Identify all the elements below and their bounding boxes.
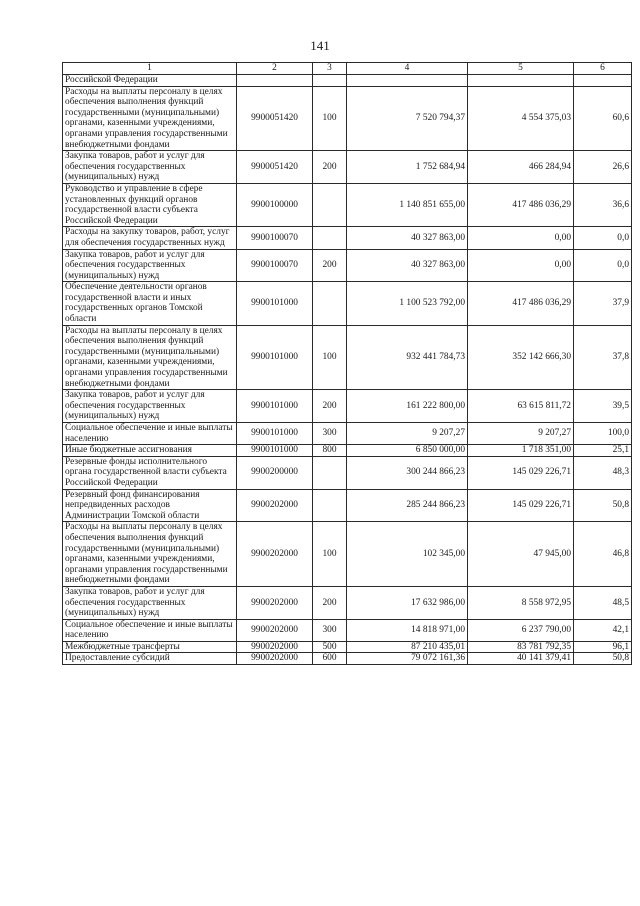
table-row	[63, 75, 632, 87]
execution-percent-cell: 96,1	[574, 641, 632, 653]
expense-type-cell: 600	[313, 653, 347, 665]
target-code-cell: 9900202000	[237, 653, 313, 665]
actual-amount-cell: 6 237 790,00	[468, 619, 574, 641]
planned-amount-cell: 79 072 161,36	[347, 653, 468, 665]
target-code-cell: 9900100000	[237, 183, 313, 226]
planned-amount-cell: 1 100 523 792,00	[347, 282, 468, 325]
expense-type-cell: 200	[313, 249, 347, 282]
expense-type-cell: 300	[313, 619, 347, 641]
planned-amount-cell: 6 850 000,00	[347, 445, 468, 457]
column-header: 5	[468, 63, 574, 75]
expense-name-cell: Закупка товаров, работ и услуг для обеспечения государственных (муниципальных) нужд	[63, 390, 237, 423]
table-row	[63, 522, 632, 587]
expense-name-cell: Межбюджетные трансферты	[63, 641, 237, 653]
expense-type-cell: 200	[313, 390, 347, 423]
execution-percent-cell: 42,1	[574, 619, 632, 641]
execution-percent-cell: 0,0	[574, 249, 632, 282]
expense-name-cell: Резервные фонды исполнительного органа государственной власти субъекта Российской Федерации	[63, 456, 237, 489]
table-row	[63, 489, 632, 522]
planned-amount-cell: 14 818 971,00	[347, 619, 468, 641]
table-row	[63, 390, 632, 423]
actual-amount-cell: 63 615 811,72	[468, 390, 574, 423]
target-code-cell: 9900100070	[237, 249, 313, 282]
target-code-cell: 9900200000	[237, 456, 313, 489]
table-row	[63, 183, 632, 226]
column-header: 4	[347, 63, 468, 75]
target-code-cell: 9900101000	[237, 390, 313, 423]
planned-amount-cell: 87 210 435,01	[347, 641, 468, 653]
execution-percent-cell: 50,8	[574, 489, 632, 522]
expense-name-cell: Закупка товаров, работ и услуг для обеспечения государственных (муниципальных) нужд	[63, 151, 237, 184]
target-code-cell: 9900202000	[237, 619, 313, 641]
actual-amount-cell: 417 486 036,29	[468, 282, 574, 325]
target-code-cell: 9900100070	[237, 227, 313, 249]
expense-name-cell: Закупка товаров, работ и услуг для обеспечения государственных (муниципальных) нужд	[63, 249, 237, 282]
target-code-cell: 9900051420	[237, 86, 313, 151]
target-code-cell: 9900202000	[237, 489, 313, 522]
table-row	[63, 249, 632, 282]
expense-type-cell	[313, 282, 347, 325]
actual-amount-cell	[468, 75, 574, 87]
table-row	[63, 325, 632, 390]
expense-name-cell: Иные бюджетные ассигнования	[63, 445, 237, 457]
actual-amount-cell: 417 486 036,29	[468, 183, 574, 226]
execution-percent-cell: 25,1	[574, 445, 632, 457]
execution-percent-cell: 48,5	[574, 586, 632, 619]
target-code-cell: 9900202000	[237, 522, 313, 587]
target-code-cell	[237, 75, 313, 87]
column-header: 6	[574, 63, 632, 75]
actual-amount-cell: 47 945,00	[468, 522, 574, 587]
target-code-cell: 9900202000	[237, 641, 313, 653]
planned-amount-cell: 7 520 794,37	[347, 86, 468, 151]
expense-name-cell: Обеспечение деятельности органов государственной власти и иных государственных органов Томской области	[63, 282, 237, 325]
table-row	[63, 282, 632, 325]
execution-percent-cell: 48,3	[574, 456, 632, 489]
expense-type-cell: 100	[313, 86, 347, 151]
table-row	[63, 456, 632, 489]
target-code-cell: 9900101000	[237, 282, 313, 325]
planned-amount-cell: 17 632 986,00	[347, 586, 468, 619]
execution-percent-cell: 60,6	[574, 86, 632, 151]
actual-amount-cell: 1 718 351,00	[468, 445, 574, 457]
planned-amount-cell: 9 207,27	[347, 423, 468, 445]
execution-percent-cell: 37,9	[574, 282, 632, 325]
expense-name-cell: Расходы на закупку товаров, работ, услуг для обеспечения государственных нужд	[63, 227, 237, 249]
expense-name-cell: Расходы на выплаты персоналу в целях обеспечения выполнения функций государственными (муниципальными) органами, казенными учреждениями, органами управления государственными внебюджетными фондами	[63, 86, 237, 151]
execution-percent-cell: 50,8	[574, 653, 632, 665]
execution-percent-cell: 46,8	[574, 522, 632, 587]
actual-amount-cell: 466 284,94	[468, 151, 574, 184]
expense-name-cell: Расходы на выплаты персоналу в целях обеспечения выполнения функций государственными (муниципальными) органами, казенными учреждениями, органами управления государственными внебюджетными фондами	[63, 522, 237, 587]
execution-percent-cell: 36,6	[574, 183, 632, 226]
planned-amount-cell: 102 345,00	[347, 522, 468, 587]
execution-percent-cell: 0,0	[574, 227, 632, 249]
execution-percent-cell: 100,0	[574, 423, 632, 445]
actual-amount-cell: 83 781 792,35	[468, 641, 574, 653]
planned-amount-cell: 1 752 684,94	[347, 151, 468, 184]
target-code-cell: 9900051420	[237, 151, 313, 184]
expense-name-cell: Социальное обеспечение и иные выплаты населению	[63, 619, 237, 641]
execution-percent-cell: 37,8	[574, 325, 632, 390]
expense-type-cell: 100	[313, 325, 347, 390]
table-row	[63, 151, 632, 184]
execution-percent-cell	[574, 75, 632, 87]
execution-percent-cell: 26,6	[574, 151, 632, 184]
actual-amount-cell: 8 558 972,95	[468, 586, 574, 619]
target-code-cell: 9900202000	[237, 586, 313, 619]
planned-amount-cell: 300 244 866,23	[347, 456, 468, 489]
actual-amount-cell: 0,00	[468, 249, 574, 282]
expense-type-cell: 500	[313, 641, 347, 653]
page-number: 141	[310, 38, 330, 53]
planned-amount-cell: 285 244 866,23	[347, 489, 468, 522]
expense-type-cell	[313, 456, 347, 489]
execution-percent-cell: 39,5	[574, 390, 632, 423]
actual-amount-cell: 40 141 379,41	[468, 653, 574, 665]
planned-amount-cell	[347, 75, 468, 87]
actual-amount-cell: 145 029 226,71	[468, 489, 574, 522]
actual-amount-cell: 4 554 375,03	[468, 86, 574, 151]
actual-amount-cell: 9 207,27	[468, 423, 574, 445]
planned-amount-cell: 40 327 863,00	[347, 249, 468, 282]
expense-type-cell: 200	[313, 151, 347, 184]
planned-amount-cell: 932 441 784,73	[347, 325, 468, 390]
actual-amount-cell: 352 142 666,30	[468, 325, 574, 390]
planned-amount-cell: 40 327 863,00	[347, 227, 468, 249]
expense-name-cell: Расходы на выплаты персоналу в целях обеспечения выполнения функций государственными (муниципальными) органами, казенными учреждениями, органами управления государственными внебюджетными фондами	[63, 325, 237, 390]
planned-amount-cell: 1 140 851 655,00	[347, 183, 468, 226]
planned-amount-cell: 161 222 800,00	[347, 390, 468, 423]
expense-name-cell: Руководство и управление в сфере установленных функций органов государственной власти субъекта Российской Федерации	[63, 183, 237, 226]
expense-type-cell	[313, 75, 347, 87]
expense-type-cell: 100	[313, 522, 347, 587]
expense-type-cell: 200	[313, 586, 347, 619]
table-row	[63, 641, 632, 653]
column-header: 2	[237, 63, 313, 75]
budget-table	[62, 62, 632, 665]
column-header: 3	[313, 63, 347, 75]
target-code-cell: 9900101000	[237, 325, 313, 390]
expense-type-cell	[313, 227, 347, 249]
column-header: 1	[63, 63, 237, 75]
target-code-cell: 9900101000	[237, 445, 313, 457]
expense-name-cell: Закупка товаров, работ и услуг для обеспечения государственных (муниципальных) нужд	[63, 586, 237, 619]
target-code-cell: 9900101000	[237, 423, 313, 445]
actual-amount-cell: 145 029 226,71	[468, 456, 574, 489]
table-row	[63, 653, 632, 665]
expense-type-cell	[313, 489, 347, 522]
table-row	[63, 423, 632, 445]
expense-type-cell: 300	[313, 423, 347, 445]
expense-name-cell: Социальное обеспечение и иные выплаты населению	[63, 423, 237, 445]
table-row	[63, 227, 632, 249]
expense-name-cell: Российской Федерации	[63, 75, 237, 87]
table-row	[63, 586, 632, 619]
header-row	[63, 63, 632, 75]
expense-type-cell: 800	[313, 445, 347, 457]
expense-type-cell	[313, 183, 347, 226]
expense-name-cell: Резервный фонд финансирования непредвиденных расходов Администрации Томской области	[63, 489, 237, 522]
table-row	[63, 445, 632, 457]
table-row	[63, 619, 632, 641]
table-row	[63, 86, 632, 151]
expense-name-cell: Предоставление субсидий	[63, 653, 237, 665]
actual-amount-cell: 0,00	[468, 227, 574, 249]
